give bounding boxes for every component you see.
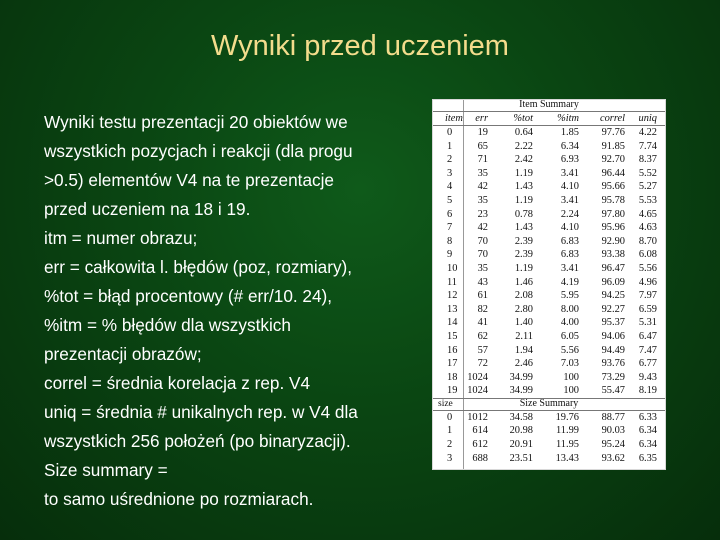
cell-err: 1024 bbox=[467, 385, 488, 397]
table-row bbox=[433, 303, 665, 317]
cell-err: 43 bbox=[477, 276, 488, 288]
cell-correl: 55.47 bbox=[601, 385, 625, 397]
body-line: prezentacji obrazów; bbox=[44, 344, 202, 364]
cell-uniq: 5.52 bbox=[638, 167, 657, 179]
cell-correl: 90.03 bbox=[601, 425, 625, 437]
cell-correl: 95.24 bbox=[601, 439, 625, 451]
cell-uniq: 8.70 bbox=[638, 235, 657, 247]
cell-err: 1012 bbox=[467, 411, 488, 423]
cell-err: 42 bbox=[477, 181, 488, 193]
column-header-item: item bbox=[445, 113, 463, 124]
size-summary-title: Size Summary bbox=[519, 397, 579, 409]
cell-pct-tot: 2.46 bbox=[514, 358, 533, 370]
cell-uniq: 7.47 bbox=[638, 344, 657, 356]
cell-uniq: 9.43 bbox=[638, 371, 657, 383]
cell-uniq: 6.08 bbox=[638, 249, 657, 261]
column-header-uniq: uniq bbox=[638, 113, 657, 124]
cell-err: 82 bbox=[477, 303, 488, 315]
table-row bbox=[433, 208, 665, 222]
body-line: correl = średnia korelacja z rep. V4 bbox=[44, 373, 311, 393]
table-row bbox=[433, 424, 665, 438]
body-line: to samo uśrednione po rozmiarach. bbox=[44, 489, 314, 509]
table-row bbox=[433, 180, 665, 194]
cell-correl: 95.37 bbox=[601, 317, 625, 329]
cell-pct-tot: 20.91 bbox=[509, 439, 533, 451]
cell-pct-tot: 34.58 bbox=[509, 411, 533, 423]
size-summary-header bbox=[433, 398, 665, 411]
table-row bbox=[433, 194, 665, 208]
cell-pct-itm: 11.99 bbox=[556, 425, 579, 437]
cell-pct-tot: 1.43 bbox=[514, 181, 533, 193]
cell-pct-itm: 4.10 bbox=[560, 181, 579, 193]
cell-uniq: 5.53 bbox=[638, 194, 657, 206]
summary-table-image bbox=[432, 99, 666, 470]
table-row bbox=[433, 276, 665, 290]
cell-err: 23 bbox=[477, 208, 488, 220]
cell-pct-tot: 1.19 bbox=[514, 167, 533, 179]
column-header-correl: correl bbox=[599, 113, 625, 124]
cell-pct-itm: 6.05 bbox=[560, 330, 579, 342]
cell-pct-itm: 6.34 bbox=[560, 140, 579, 152]
cell-pct-tot: 20.98 bbox=[509, 425, 533, 437]
body-line: wszystkich 256 położeń (po binaryzacji). bbox=[44, 431, 351, 451]
cell-uniq: 8.37 bbox=[638, 154, 657, 166]
cell-correl: 93.38 bbox=[601, 249, 625, 261]
cell-pct-tot: 34.99 bbox=[509, 371, 533, 383]
cell-correl: 88.77 bbox=[601, 411, 625, 423]
cell-correl: 73.29 bbox=[601, 371, 625, 383]
cell-err: 1024 bbox=[467, 371, 488, 383]
cell-uniq: 6.77 bbox=[638, 358, 657, 370]
body-line: itm = numer obrazu; bbox=[44, 228, 198, 248]
cell-pct-itm: 13.43 bbox=[555, 452, 579, 464]
cell-uniq: 4.96 bbox=[638, 276, 657, 288]
cell-err: 614 bbox=[472, 425, 488, 437]
cell-pct-tot: 1.19 bbox=[514, 262, 533, 274]
table-row bbox=[433, 153, 665, 167]
cell-uniq: 4.65 bbox=[638, 208, 657, 220]
cell-pct-tot: 1.94 bbox=[514, 344, 533, 356]
cell-err: 35 bbox=[477, 262, 488, 274]
cell-pct-tot: 1.46 bbox=[514, 276, 533, 288]
cell-pct-tot: 2.39 bbox=[514, 235, 533, 247]
cell-item: 19 bbox=[447, 385, 458, 397]
cell-pct-tot: 1.40 bbox=[514, 317, 533, 329]
cell-uniq: 8.19 bbox=[638, 385, 657, 397]
cell-pct-itm: 100 bbox=[563, 385, 579, 397]
size-column-label: size bbox=[438, 398, 453, 409]
cell-item: 2 bbox=[447, 439, 453, 451]
body-line: >0.5) elementów V4 na te prezentacje bbox=[44, 170, 334, 190]
body-line: %tot = błąd procentowy (# err/10. 24), bbox=[44, 286, 333, 306]
column-header-err: err bbox=[475, 113, 488, 124]
cell-uniq: 4.22 bbox=[638, 127, 657, 138]
cell-pct-tot: 2.08 bbox=[514, 290, 533, 302]
cell-item: 10 bbox=[447, 262, 458, 274]
cell-item: 9 bbox=[447, 249, 453, 261]
cell-item: 12 bbox=[447, 290, 458, 302]
cell-uniq: 6.34 bbox=[638, 425, 657, 437]
cell-correl: 96.44 bbox=[601, 167, 625, 179]
cell-item: 5 bbox=[447, 194, 453, 206]
cell-uniq: 5.27 bbox=[638, 181, 657, 193]
cell-correl: 92.90 bbox=[601, 235, 625, 247]
table-row bbox=[433, 357, 665, 371]
table-row bbox=[433, 411, 665, 425]
cell-correl: 95.96 bbox=[601, 222, 625, 234]
cell-uniq: 5.31 bbox=[638, 317, 657, 329]
body-line: %itm = % błędów dla wszystkich bbox=[44, 315, 291, 335]
body-line: Wyniki testu prezentacji 20 obiektów we bbox=[44, 112, 348, 132]
cell-err: 41 bbox=[477, 317, 488, 329]
cell-err: 70 bbox=[477, 235, 488, 247]
item-column-headers bbox=[433, 112, 665, 126]
cell-err: 72 bbox=[477, 358, 488, 370]
cell-correl: 97.76 bbox=[601, 127, 625, 138]
cell-uniq: 5.56 bbox=[638, 262, 657, 274]
cell-item: 18 bbox=[447, 371, 458, 383]
table-row bbox=[433, 140, 665, 154]
table-row bbox=[433, 167, 665, 181]
cell-pct-tot: 34.99 bbox=[509, 385, 533, 397]
table-row bbox=[433, 452, 665, 466]
cell-pct-tot: 0.78 bbox=[514, 208, 533, 220]
cell-item: 8 bbox=[447, 235, 453, 247]
cell-correl: 94.06 bbox=[601, 330, 625, 342]
cell-correl: 94.49 bbox=[601, 344, 625, 356]
cell-pct-itm: 5.95 bbox=[560, 290, 579, 302]
cell-item: 1 bbox=[447, 140, 453, 152]
cell-pct-tot: 2.80 bbox=[514, 303, 533, 315]
cell-item: 16 bbox=[447, 344, 458, 356]
cell-err: 71 bbox=[477, 154, 488, 166]
table-row bbox=[433, 248, 665, 262]
item-summary-rows bbox=[433, 126, 665, 398]
cell-pct-itm: 1.85 bbox=[560, 127, 579, 138]
cell-err: 612 bbox=[472, 439, 488, 451]
table-row bbox=[433, 221, 665, 235]
cell-item: 1 bbox=[447, 425, 453, 437]
cell-pct-itm: 6.83 bbox=[560, 249, 579, 261]
cell-pct-itm: 3.41 bbox=[560, 262, 579, 274]
cell-err: 61 bbox=[477, 290, 488, 302]
table-row bbox=[433, 438, 665, 452]
body-line: przed uczeniem na 18 i 19. bbox=[44, 199, 251, 219]
cell-item: 4 bbox=[447, 181, 453, 193]
cell-pct-tot: 0.64 bbox=[514, 127, 533, 138]
cell-uniq: 6.34 bbox=[638, 439, 657, 451]
body-line: Size summary = bbox=[44, 460, 168, 480]
cell-pct-itm: 100 bbox=[563, 371, 579, 383]
cell-err: 42 bbox=[477, 222, 488, 234]
cell-err: 62 bbox=[477, 330, 488, 342]
cell-item: 14 bbox=[447, 317, 458, 329]
cell-pct-tot: 2.42 bbox=[514, 154, 533, 166]
cell-pct-itm: 19.76 bbox=[555, 411, 579, 423]
cell-uniq: 6.33 bbox=[638, 411, 657, 423]
cell-item: 3 bbox=[447, 167, 453, 179]
cell-correl: 96.47 bbox=[601, 262, 625, 274]
cell-err: 688 bbox=[472, 452, 488, 464]
cell-pct-tot: 1.43 bbox=[514, 222, 533, 234]
table-row bbox=[433, 262, 665, 276]
item-summary-header bbox=[433, 100, 665, 112]
cell-correl: 97.80 bbox=[601, 208, 625, 220]
cell-pct-itm: 4.10 bbox=[560, 222, 579, 234]
table-row bbox=[433, 235, 665, 249]
cell-correl: 95.66 bbox=[601, 181, 625, 193]
cell-item: 17 bbox=[447, 358, 458, 370]
cell-correl: 96.09 bbox=[601, 276, 625, 288]
cell-correl: 94.25 bbox=[601, 290, 625, 302]
slide-body-text bbox=[44, 108, 424, 514]
cell-pct-tot: 23.51 bbox=[509, 452, 533, 464]
cell-uniq: 6.59 bbox=[638, 303, 657, 315]
cell-item: 15 bbox=[447, 330, 458, 342]
table-row bbox=[433, 330, 665, 344]
cell-pct-itm: 6.83 bbox=[560, 235, 579, 247]
table-row bbox=[433, 384, 665, 398]
cell-err: 35 bbox=[477, 167, 488, 179]
cell-err: 70 bbox=[477, 249, 488, 261]
cell-pct-itm: 8.00 bbox=[560, 303, 579, 315]
cell-pct-tot: 2.22 bbox=[514, 140, 533, 152]
cell-pct-itm: 4.00 bbox=[560, 317, 579, 329]
body-line: err = całkowita l. błędów (poz, rozmiary), bbox=[44, 257, 353, 277]
table-row bbox=[433, 371, 665, 385]
cell-item: 6 bbox=[447, 208, 453, 220]
table-row bbox=[433, 344, 665, 358]
cell-item: 0 bbox=[447, 411, 453, 423]
cell-item: 2 bbox=[447, 154, 453, 166]
cell-pct-tot: 2.11 bbox=[515, 330, 533, 342]
table-row bbox=[433, 316, 665, 330]
cell-pct-tot: 1.19 bbox=[514, 194, 533, 206]
cell-item: 7 bbox=[447, 222, 453, 234]
cell-item: 11 bbox=[447, 276, 458, 288]
cell-pct-itm: 5.56 bbox=[560, 344, 579, 356]
cell-uniq: 4.63 bbox=[638, 222, 657, 234]
cell-err: 35 bbox=[477, 194, 488, 206]
body-line: uniq = średnia # unikalnych rep. w V4 dla bbox=[44, 402, 358, 422]
cell-pct-itm: 7.03 bbox=[560, 358, 579, 370]
cell-pct-itm: 6.93 bbox=[560, 154, 579, 166]
cell-err: 19 bbox=[477, 127, 488, 138]
cell-uniq: 7.97 bbox=[638, 290, 657, 302]
cell-uniq: 6.47 bbox=[638, 330, 657, 342]
cell-item: 3 bbox=[447, 452, 453, 464]
cell-pct-itm: 11.95 bbox=[556, 439, 579, 451]
cell-uniq: 7.74 bbox=[638, 140, 657, 152]
cell-pct-itm: 3.41 bbox=[560, 194, 579, 206]
cell-pct-itm: 2.24 bbox=[560, 208, 579, 220]
cell-item: 0 bbox=[447, 127, 453, 138]
cell-pct-tot: 2.39 bbox=[514, 249, 533, 261]
item-summary-title: Item Summary bbox=[519, 99, 579, 110]
cell-correl: 91.85 bbox=[601, 140, 625, 152]
cell-uniq: 6.35 bbox=[638, 452, 657, 464]
body-line: wszystkich pozycjach i reakcji (dla progu bbox=[44, 141, 353, 161]
slide-title: Wyniki przed uczeniem bbox=[211, 30, 509, 62]
cell-err: 65 bbox=[477, 140, 488, 152]
column-header-pct-tot: %tot bbox=[513, 113, 533, 124]
cell-correl: 92.70 bbox=[601, 154, 625, 166]
column-header-pct-itm: %itm bbox=[557, 113, 579, 124]
cell-correl: 93.62 bbox=[601, 452, 625, 464]
size-summary-rows bbox=[433, 411, 665, 465]
cell-correl: 92.27 bbox=[601, 303, 625, 315]
table-row bbox=[433, 126, 665, 140]
cell-correl: 95.78 bbox=[601, 194, 625, 206]
cell-pct-itm: 4.19 bbox=[560, 276, 579, 288]
cell-err: 57 bbox=[477, 344, 488, 356]
cell-pct-itm: 3.41 bbox=[560, 167, 579, 179]
cell-correl: 93.76 bbox=[601, 358, 625, 370]
cell-item: 13 bbox=[447, 303, 458, 315]
table-row bbox=[433, 289, 665, 303]
